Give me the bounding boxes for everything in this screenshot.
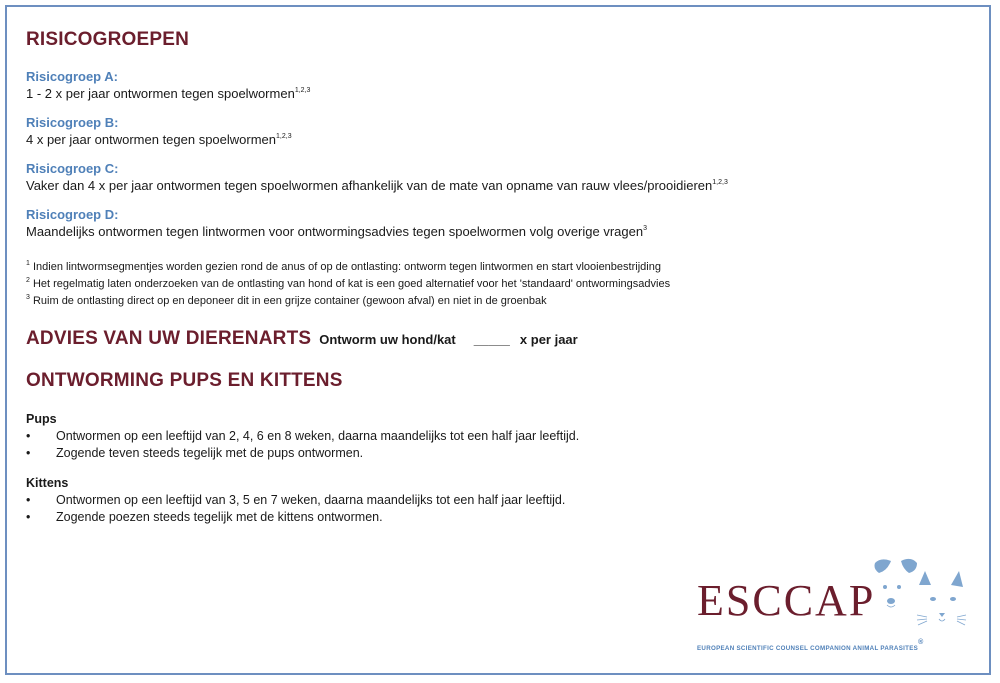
- risk-group-sup: 1,2,3: [294, 87, 311, 94]
- vet-advice-suffix: x per jaar: [519, 332, 578, 347]
- vet-advice-row: [26, 328, 976, 350]
- footnote: [26, 291, 976, 308]
- pups-section: [26, 412, 976, 462]
- kittens-section: [26, 476, 976, 526]
- footnote-text: Ruim de ontlasting direct op en deponeer dit in een grijze container (gewoon afval) en niet in de groenbak: [32, 295, 547, 307]
- logo-name: ESCCAP: [697, 576, 876, 625]
- risk-group-a: [26, 69, 976, 101]
- risk-group-text: 1 - 2 x per jaar ontwormen tegen spoelwormen: [26, 86, 295, 101]
- footnote: [26, 257, 976, 274]
- list-item: • Zogende poezen steeds tegelijk met de kittens ontwormen.: [26, 510, 383, 524]
- footnotes: [26, 257, 976, 308]
- list-item: • Ontwormen op een leeftijd van 2, 4, 6 en 8 weken, daarna maandelijks tot een half jaar leeftijd.: [26, 429, 580, 443]
- risk-group-b: [26, 115, 976, 147]
- bullet-icon: •: [26, 510, 31, 524]
- kittens-list: [26, 492, 976, 526]
- vet-advice-text: Ontworm uw hond/kat: [319, 332, 456, 347]
- risk-group-label: Risicogroep C:: [26, 161, 119, 176]
- footnote-number: 3: [26, 294, 30, 301]
- pups-list: [26, 428, 976, 462]
- risk-group-label: Risicogroep A:: [26, 69, 118, 84]
- footnote-text: Het regelmatig laten onderzoeken van de ontlasting van hond of kat is een goed alternatief voor het 'standaard' ontwormingsadvies: [32, 278, 671, 290]
- footnote-number: 2: [26, 277, 30, 284]
- footnote: [26, 274, 976, 291]
- registered-mark: ®: [918, 639, 924, 646]
- risk-group-label: Risicogroep D:: [26, 207, 119, 222]
- risk-group-text: Vaker dan 4 x per jaar ontwormen tegen spoelwormen afhankelijk van de mate van opname van rauw vlees/prooidieren: [26, 178, 713, 193]
- footnote-text: Indien lintwormsegmentjes worden gezien rond de anus of op de ontlasting: ontworm tegen lintwormen en start vlooienbestrijding: [32, 261, 661, 273]
- list-item: • Ontwormen op een leeftijd van 3, 5 en 7 weken, daarna maandelijks tot een half jaar leeftijd.: [26, 493, 566, 507]
- risk-group-c: [26, 161, 976, 193]
- bullet-icon: •: [26, 429, 31, 443]
- pups-kittens-heading: ONTWORMING PUPS EN KITTENS: [26, 370, 343, 391]
- risk-group-text: Maandelijks ontwormen tegen lintwormen voor ontwormingsadvies tegen spoelwormen volg overige vragen: [26, 224, 644, 239]
- page-frame: [5, 5, 991, 675]
- logo-tagline: EUROPEAN SCIENTIFIC COUNSEL COMPANION ANIMAL PARASITES®: [697, 639, 924, 652]
- list-item: • Zogende teven steeds tegelijk met de pups ontwormen.: [26, 446, 364, 460]
- risk-group-sup: 1,2,3: [712, 179, 728, 186]
- page-title: RISICOGROEPEN: [26, 29, 190, 50]
- vet-advice-heading: ADVIES VAN UW DIERENARTS: [26, 328, 312, 349]
- document-content: [26, 29, 976, 526]
- footnote-number: 1: [26, 260, 30, 267]
- risk-group-sup: 1,2,3: [276, 133, 292, 140]
- risk-group-d: [26, 207, 976, 239]
- risk-group-label: Risicogroep B:: [26, 115, 119, 130]
- bullet-icon: •: [26, 493, 31, 507]
- vet-advice-blank: _____: [473, 332, 510, 347]
- pups-title: Pups: [26, 412, 57, 426]
- esccap-logo: [697, 557, 969, 655]
- cat-dog-icon: [867, 557, 967, 637]
- kittens-title: Kittens: [26, 476, 69, 490]
- bullet-icon: •: [26, 446, 31, 460]
- risk-group-sup: 3: [643, 225, 648, 232]
- risk-group-text: 4 x per jaar ontwormen tegen spoelwormen: [26, 132, 277, 147]
